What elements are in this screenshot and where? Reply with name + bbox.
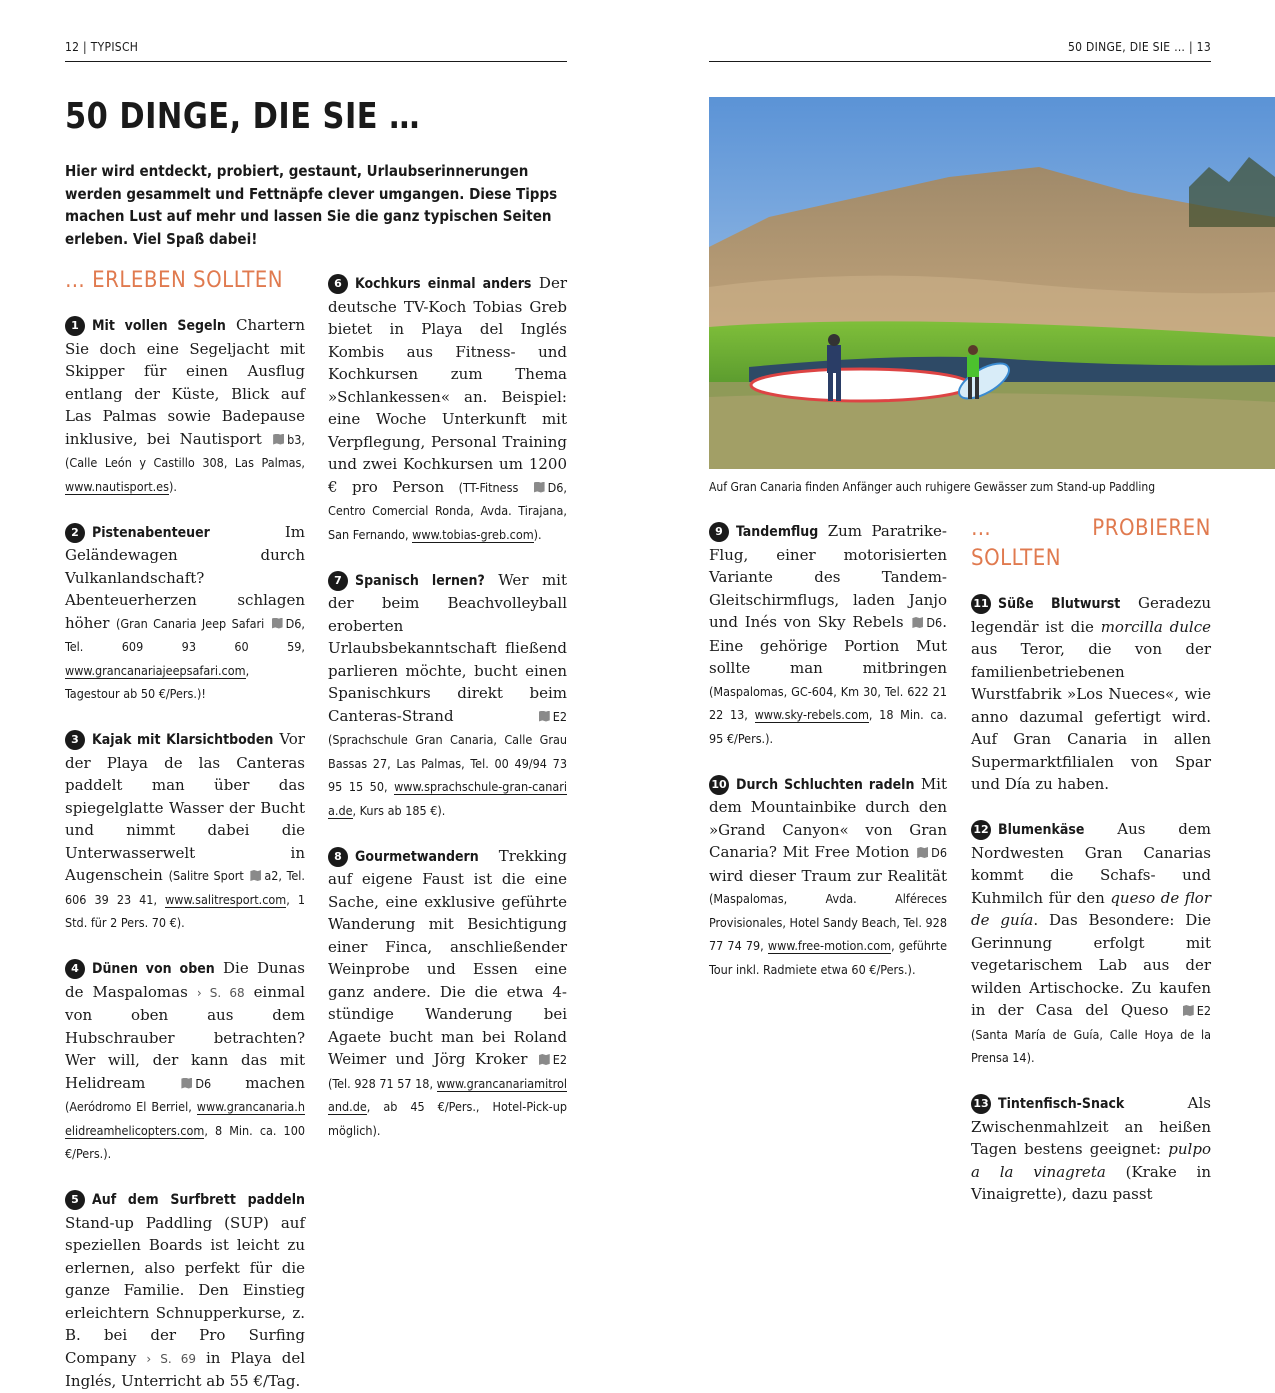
column-b bbox=[328, 272, 567, 1142]
tip-info: (Gran Canaria Jeep Safari bbox=[115, 615, 270, 631]
map-icon bbox=[534, 482, 545, 493]
map-icon bbox=[539, 711, 550, 722]
page-ref[interactable]: › S. 69 bbox=[146, 1351, 197, 1366]
tip-text: Mit dem Mountainbike durch den »Grand Canyon« von Gran Canaria? Mit Free Motion bbox=[709, 774, 948, 861]
tip-text: wird dieser Traum zur Realität bbox=[709, 866, 947, 885]
tip-info: (Salitre Sport bbox=[168, 868, 249, 883]
tip-emphasis: pulpo a la vinagreta bbox=[971, 1140, 1211, 1181]
map-icon bbox=[181, 1078, 192, 1089]
tip-number: 3 bbox=[65, 730, 85, 750]
page-header-right: 50 DINGE, DIE SIE … | 13 bbox=[709, 40, 1211, 62]
tip-text: Zum Paratrike-Flug, einer motorisierten Variante des Tandem-Gleitschirmflugs, laden Janjo und Inés von Sky Rebels bbox=[709, 522, 947, 631]
map-ref: D6 bbox=[926, 615, 943, 630]
tip-text: Trekking auf eigene Faust ist die eine Sache, eine exklusive geführte Wanderung mit Besichtigung einer Finca, anschließender Weinprobe und Essen eine ganz andere. Die die etwa 4-stündige Wanderung bei Agaete bucht man bei Roland Weimer und Jörg Kroker bbox=[328, 846, 567, 1068]
tip-2 bbox=[65, 521, 305, 706]
tip-info: , geführte Tour inkl. Radmiete etwa 60 €/Pers.). bbox=[709, 938, 948, 977]
photo-illustration bbox=[709, 97, 1275, 469]
tip-info: , Tel. 606 39 23 41, bbox=[65, 868, 305, 907]
map-ref: a2 bbox=[264, 868, 279, 883]
tip-info: , Tel. 609 93 60 59, bbox=[65, 615, 305, 654]
tip-text: Chartern Sie doch eine Segeljacht mit Skipper für einen Ausflug entlang der Küste, Blick auf Las Palmas sowie Badepause inklusive, bei Nautisport bbox=[65, 316, 305, 448]
tip-number: 4 bbox=[65, 959, 85, 979]
tip-text: Vor der Playa de las Canteras paddelt man über das spiegelglatte Wasser der Bucht und nimmt dabei die Unterwasserwelt in Augenschein bbox=[65, 730, 305, 884]
tip-8 bbox=[328, 845, 567, 1143]
tip-11 bbox=[971, 592, 1211, 796]
tip-info: (Tel. 928 71 57 18, bbox=[328, 1075, 437, 1091]
tip-heading: Auf dem Surfbrett paddeln bbox=[92, 1192, 305, 1208]
page-title: 50 DINGE, DIE SIE … bbox=[65, 96, 420, 137]
sup-photo bbox=[709, 97, 1275, 469]
map-ref: E2 bbox=[1196, 1003, 1211, 1018]
tip-heading: Kochkurs einmal anders bbox=[355, 276, 532, 292]
tip-number: 5 bbox=[65, 1190, 85, 1210]
map-icon bbox=[912, 617, 923, 628]
map-icon bbox=[272, 618, 283, 629]
tip-5 bbox=[65, 1188, 305, 1393]
map-ref: D6 bbox=[547, 479, 564, 495]
tip-7 bbox=[328, 569, 567, 823]
tip-info: (Maspalomas, Avda. Alféreces Provisionales, Hotel Sandy Beach, Tel. 928 77 74 79, bbox=[709, 891, 947, 953]
tip-4 bbox=[65, 957, 305, 1166]
tip-info: , Kurs ab 185 €). bbox=[352, 802, 446, 818]
tip-heading: Süße Blutwurst bbox=[998, 596, 1121, 612]
page-ref[interactable]: › S. 68 bbox=[196, 985, 245, 1000]
tip-heading: Gourmetwandern bbox=[355, 848, 479, 865]
tip-text: Als Zwischenmahlzeit an heißen Tagen bestens geeignet: bbox=[971, 1094, 1211, 1158]
tip-number: 7 bbox=[328, 571, 348, 591]
tip-heading: Tintenfisch-Snack bbox=[998, 1096, 1125, 1112]
tip-link[interactable]: www.free-motion.com bbox=[767, 938, 892, 953]
tip-3 bbox=[65, 728, 305, 935]
page-header-left: 12 | TYPISCH bbox=[65, 40, 567, 62]
tip-text: . Das Besondere: Die Gerinnung erfolgt mit vegetarischem Lab aus der wilden Artischocke. Zu kaufen in der Casa del Queso bbox=[971, 911, 1211, 1019]
tip-number: 9 bbox=[709, 522, 729, 542]
tip-number: 12 bbox=[971, 820, 991, 840]
tip-info: (Santa María de Guía, Calle Hoya de la Prensa 14). bbox=[971, 1026, 1211, 1065]
tip-number: 1 bbox=[65, 316, 85, 336]
map-ref: E2 bbox=[552, 1052, 567, 1067]
tip-heading: Tandemflug bbox=[736, 524, 819, 540]
tip-text: Stand-up Paddling (SUP) auf speziellen Boards ist leicht zu erlernen, also perfekt für die ganze Familie. Den Einstieg erleichtern Schnupperkurse, z. B. bei der Pro Surfing Company bbox=[65, 1213, 305, 1367]
tip-number: 11 bbox=[971, 594, 991, 614]
tip-heading: Pistenabenteuer bbox=[92, 524, 210, 541]
tip-link[interactable]: www.grancanariamitroland.de bbox=[328, 1075, 567, 1114]
tip-heading: Durch Schluchten radeln bbox=[736, 776, 915, 793]
map-ref: D6 bbox=[195, 1075, 212, 1091]
tip-6 bbox=[328, 272, 567, 546]
tip-number: 6 bbox=[328, 274, 348, 294]
tip-9 bbox=[709, 520, 947, 750]
tip-heading: Dünen von oben bbox=[92, 961, 215, 977]
tip-link[interactable]: www.tobias-greb.com bbox=[412, 526, 534, 542]
tip-info: , Tagestour ab 50 €/Pers.)! bbox=[65, 662, 250, 701]
tip-info: (Sprachschule Gran Canaria, Calle Grau Bassas 27, Las Palmas, Tel. 00 49/94 73 95 15 50, bbox=[328, 732, 567, 794]
tip-info: , 8 Min. ca. 100 €/Pers.). bbox=[65, 1122, 305, 1161]
tip-link[interactable]: www.grancanaria.helidreamhelicopters.com bbox=[65, 1099, 305, 1138]
tip-link[interactable]: www.nautisport.es bbox=[65, 478, 169, 494]
map-ref: b3 bbox=[287, 431, 302, 447]
tip-text: Aus dem Nordwesten Gran Canarias kommt die Schafs- und Kuhmilch für den bbox=[971, 820, 1211, 907]
tip-text: Geradezu legendär ist die bbox=[971, 594, 1211, 636]
map-icon bbox=[539, 1054, 550, 1065]
tip-text: . Eine gehörige Portion Mut sollte man mitbringen bbox=[709, 613, 947, 677]
tip-link[interactable]: www.salitresport.com bbox=[165, 891, 287, 907]
map-icon bbox=[250, 870, 261, 881]
tip-text: Die Dunas de Maspalomas bbox=[65, 959, 305, 1001]
tip-emphasis: queso de flor de guía bbox=[971, 888, 1212, 929]
tip-heading: Mit vollen Segeln bbox=[92, 318, 226, 334]
tip-info: ). bbox=[533, 526, 542, 542]
tip-text: aus Teror, die von der familienbetriebenen Wurstfabrik »Los Nueces«, wie anno dazumal gefertigt wird. Auf Gran Canaria in allen Supermarktfilialen von Spar und Día zu haben. bbox=[971, 640, 1211, 793]
photo-caption: Auf Gran Canaria finden Anfänger auch ruhigere Gewässer zum Stand-up Paddling bbox=[709, 480, 1156, 494]
tip-info: , (Calle León y Castillo 308, Las Palmas, bbox=[65, 431, 305, 470]
tip-10 bbox=[709, 773, 947, 982]
tip-13 bbox=[971, 1092, 1211, 1206]
tip-number: 2 bbox=[65, 523, 85, 543]
map-icon bbox=[1183, 1005, 1194, 1016]
section-heading-erleben: … ERLEBEN SOLLTEN bbox=[65, 268, 284, 293]
column-d bbox=[971, 514, 1211, 1206]
tip-info: (Aeródromo El Berriel, bbox=[65, 1099, 197, 1114]
tip-text: einmal von oben aus dem Hubschrauber betrachten? Wer will, der kann das mit Helidream bbox=[65, 982, 305, 1092]
tip-number: 10 bbox=[709, 775, 729, 795]
tip-text: (Krake in Vinaigrette), dazu passt bbox=[971, 1162, 1211, 1203]
tip-text: Der deutsche TV-Koch Tobias Greb bietet in Playa del Inglés Kombis aus Fitness- und Kochkursen zum Thema »Schlankessen« an. Beispiel: eine Woche Unterkunft mit Verpflegung, Personal Training und zwei Kochkursen um 1200 € pro Person bbox=[328, 274, 567, 496]
tip-heading: Blumenkäse bbox=[998, 822, 1085, 838]
tip-link[interactable]: www.grancanariajeepsafari.com bbox=[65, 662, 246, 678]
tip-link[interactable]: www.sky-rebels.com bbox=[754, 707, 869, 722]
tip-text: Wer mit der beim Beachvolleyball eroberten Urlaubsbekanntschaft fließend parlieren möchte, bucht einen Spanischkurs direkt beim Canteras-Strand bbox=[328, 570, 568, 725]
tip-text: machen bbox=[211, 1073, 305, 1092]
column-c bbox=[709, 520, 947, 981]
tip-info: , 1 Std. für 2 Pers. 70 €). bbox=[65, 891, 306, 930]
tip-link[interactable]: www.sprachschule-gran-canaria.de bbox=[328, 779, 567, 818]
tip-1 bbox=[65, 314, 305, 498]
tip-info: , 18 Min. ca. 95 €/Pers.). bbox=[709, 707, 948, 746]
map-ref: D6 bbox=[285, 615, 302, 631]
tip-info: , Centro Comercial Ronda, Avda. Tirajana, San Fernando, bbox=[328, 479, 567, 542]
map-icon bbox=[273, 434, 284, 445]
tip-heading: Kajak mit Klarsichtboden bbox=[92, 732, 274, 748]
tip-12 bbox=[971, 818, 1211, 1070]
column-a bbox=[65, 266, 305, 1393]
tip-info: (TT-Fitness bbox=[458, 479, 532, 495]
tip-number: 8 bbox=[328, 847, 348, 867]
tip-number: 13 bbox=[971, 1094, 991, 1114]
tip-text: in Playa del Inglés, Unterricht ab 55 €/Tag. bbox=[65, 1348, 305, 1390]
intro-text: Hier wird entdeckt, probiert, gestaunt, Urlaubserinnerungen werden gesammelt und Fettnäpfe clever umgangen. Diese Tipps machen Lust auf mehr und lassen Sie die ganz typischen Seiten erleben. Viel Spaß dabei! bbox=[65, 162, 558, 248]
tip-text: Im Geländewagen durch Vulkanlandschaft? Abenteuerherzen schlagen höher bbox=[65, 522, 305, 632]
map-ref: E2 bbox=[552, 708, 567, 724]
tip-info: (Maspalomas, GC-604, Km 30, Tel. 622 21 22 13, bbox=[709, 683, 947, 722]
map-icon bbox=[917, 847, 928, 858]
map-ref: D6 bbox=[931, 845, 947, 860]
section-heading-probieren: … PROBIEREN SOLLTEN bbox=[971, 516, 1211, 571]
tip-heading: Spanisch lernen? bbox=[355, 572, 485, 589]
tip-emphasis: morcilla dulce bbox=[1100, 617, 1211, 636]
tip-info: ). bbox=[168, 478, 177, 494]
tip-info: , ab 45 €/Pers., Hotel-Pick-up möglich). bbox=[328, 1099, 567, 1138]
